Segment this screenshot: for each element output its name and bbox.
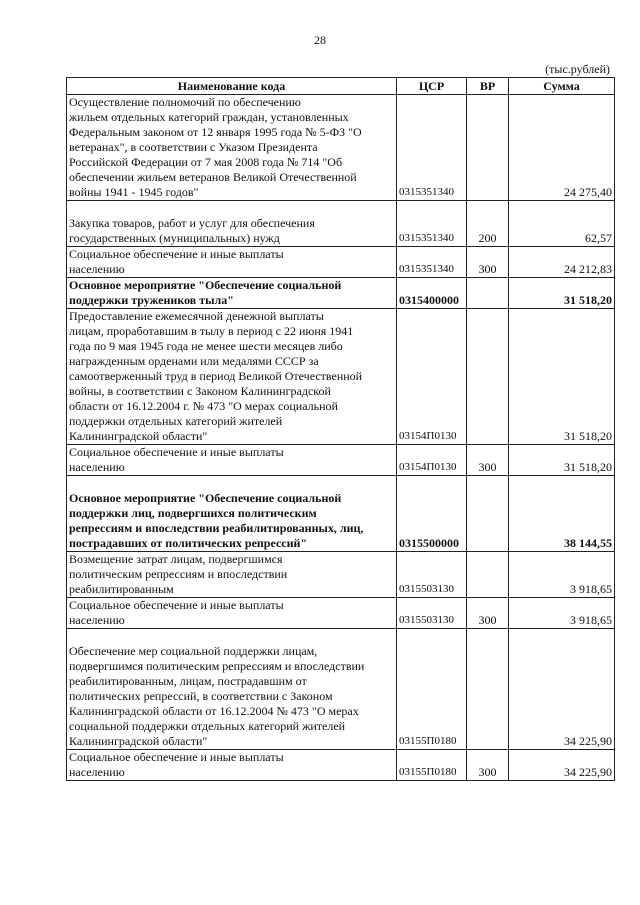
row-name-cell: Осуществление полномочий по обеспечению жильем отдельных категорий граждан, установленных Федеральным законом от 12 января 1995 года № 5-ФЗ "О ветеранах", в соответствии с Указом Президента Российской Федерации от 7 мая 2008 года № 714 "Об обеспечении жильем ветеранов Великой Отечественной войны 1941 - 1945 годов"	[67, 95, 397, 201]
table-row	[67, 445, 615, 476]
table-row	[67, 750, 615, 781]
row-sum-cell: 3 918,65	[509, 552, 615, 598]
row-csr-cell: 0315400000	[397, 278, 467, 309]
header-csr: ЦСР	[397, 78, 467, 95]
row-csr-cell: 03155П0180	[397, 750, 467, 781]
row-csr-cell: 0315351340	[397, 201, 467, 247]
row-csr-cell: 03155П0180	[397, 629, 467, 750]
budget-table	[66, 77, 615, 781]
row-sum-cell: 34 225,90	[509, 750, 615, 781]
row-vr-cell	[467, 95, 509, 201]
row-name-cell: Основное мероприятие "Обеспечение социальной поддержки лиц, подвергшихся политическим репрессиям и впоследствии реабилитированных, лиц, пострадавших от политических репрессий"	[67, 476, 397, 552]
row-vr-cell	[467, 476, 509, 552]
table-row	[67, 598, 615, 629]
row-sum-cell: 38 144,55	[509, 476, 615, 552]
table-row	[67, 278, 615, 309]
row-name-cell: Предоставление ежемесячной денежной выплаты лицам, проработавшим в тылу в период с 22 июня 1941 года по 9 мая 1945 года не менее шести месяцев либо награжденным орденами или медалями СССР за самоотверженный труд в период Великой Отечественной войны, в соответствии с Законом Калининградской области от 16.12.2004 г. № 473 "О мерах социальной поддержки отдельных категорий жителей Калининградской области"	[67, 309, 397, 445]
header-name: Наименование кода	[67, 78, 397, 95]
row-sum-cell: 24 275,40	[509, 95, 615, 201]
row-name-cell: Возмещение затрат лицам, подвергшимся политическим репрессиям и впоследствии реабилитированным	[67, 552, 397, 598]
row-vr-cell: 300	[467, 598, 509, 629]
table-row	[67, 629, 615, 750]
table-header-row	[67, 78, 615, 95]
header-sum: Сумма	[509, 78, 615, 95]
row-name-cell: Социальное обеспечение и иные выплаты населению	[67, 445, 397, 476]
row-csr-cell: 0315351340	[397, 95, 467, 201]
row-vr-cell	[467, 309, 509, 445]
row-sum-cell: 24 212,83	[509, 247, 615, 278]
row-name-cell: Социальное обеспечение и иные выплаты населению	[67, 598, 397, 629]
row-sum-cell: 62,57	[509, 201, 615, 247]
table-row	[67, 552, 615, 598]
table-row	[67, 309, 615, 445]
table-row	[67, 247, 615, 278]
row-sum-cell: 31 518,20	[509, 309, 615, 445]
header-vr: ВР	[467, 78, 509, 95]
row-name-cell: Социальное обеспечение и иные выплаты населению	[67, 750, 397, 781]
row-vr-cell: 200	[467, 201, 509, 247]
row-sum-cell: 31 518,20	[509, 445, 615, 476]
table-row	[67, 201, 615, 247]
row-csr-cell: 0315500000	[397, 476, 467, 552]
page-number: 28	[314, 33, 326, 47]
row-name-cell: Социальное обеспечение и иные выплаты населению	[67, 247, 397, 278]
units-label: (тыс.рублей)	[545, 62, 610, 76]
row-csr-cell: 0315351340	[397, 247, 467, 278]
table-row	[67, 476, 615, 552]
row-sum-cell: 3 918,65	[509, 598, 615, 629]
row-sum-cell: 34 225,90	[509, 629, 615, 750]
row-name-cell: Обеспечение мер социальной поддержки лицам, подвергшимся политическим репрессиям и впоследствии реабилитированным, лицам, пострадавшим от политических репрессий, в соответствии с Законом Калининградской области от 16.12.2004 № 473 "О мерах социальной поддержки отдельных категорий жителей Калининградской области"	[67, 629, 397, 750]
row-name-cell: Закупка товаров, работ и услуг для обеспечения государственных (муниципальных) нужд	[67, 201, 397, 247]
row-sum-cell: 31 518,20	[509, 278, 615, 309]
row-csr-cell: 0315503130	[397, 598, 467, 629]
row-name-cell: Основное мероприятие "Обеспечение социальной поддержки тружеников тыла"	[67, 278, 397, 309]
row-csr-cell: 03154П0130	[397, 309, 467, 445]
row-csr-cell: 03154П0130	[397, 445, 467, 476]
row-vr-cell	[467, 629, 509, 750]
row-vr-cell: 300	[467, 247, 509, 278]
row-vr-cell	[467, 278, 509, 309]
table-row	[67, 95, 615, 201]
row-vr-cell: 300	[467, 750, 509, 781]
row-vr-cell: 300	[467, 445, 509, 476]
row-vr-cell	[467, 552, 509, 598]
row-csr-cell: 0315503130	[397, 552, 467, 598]
